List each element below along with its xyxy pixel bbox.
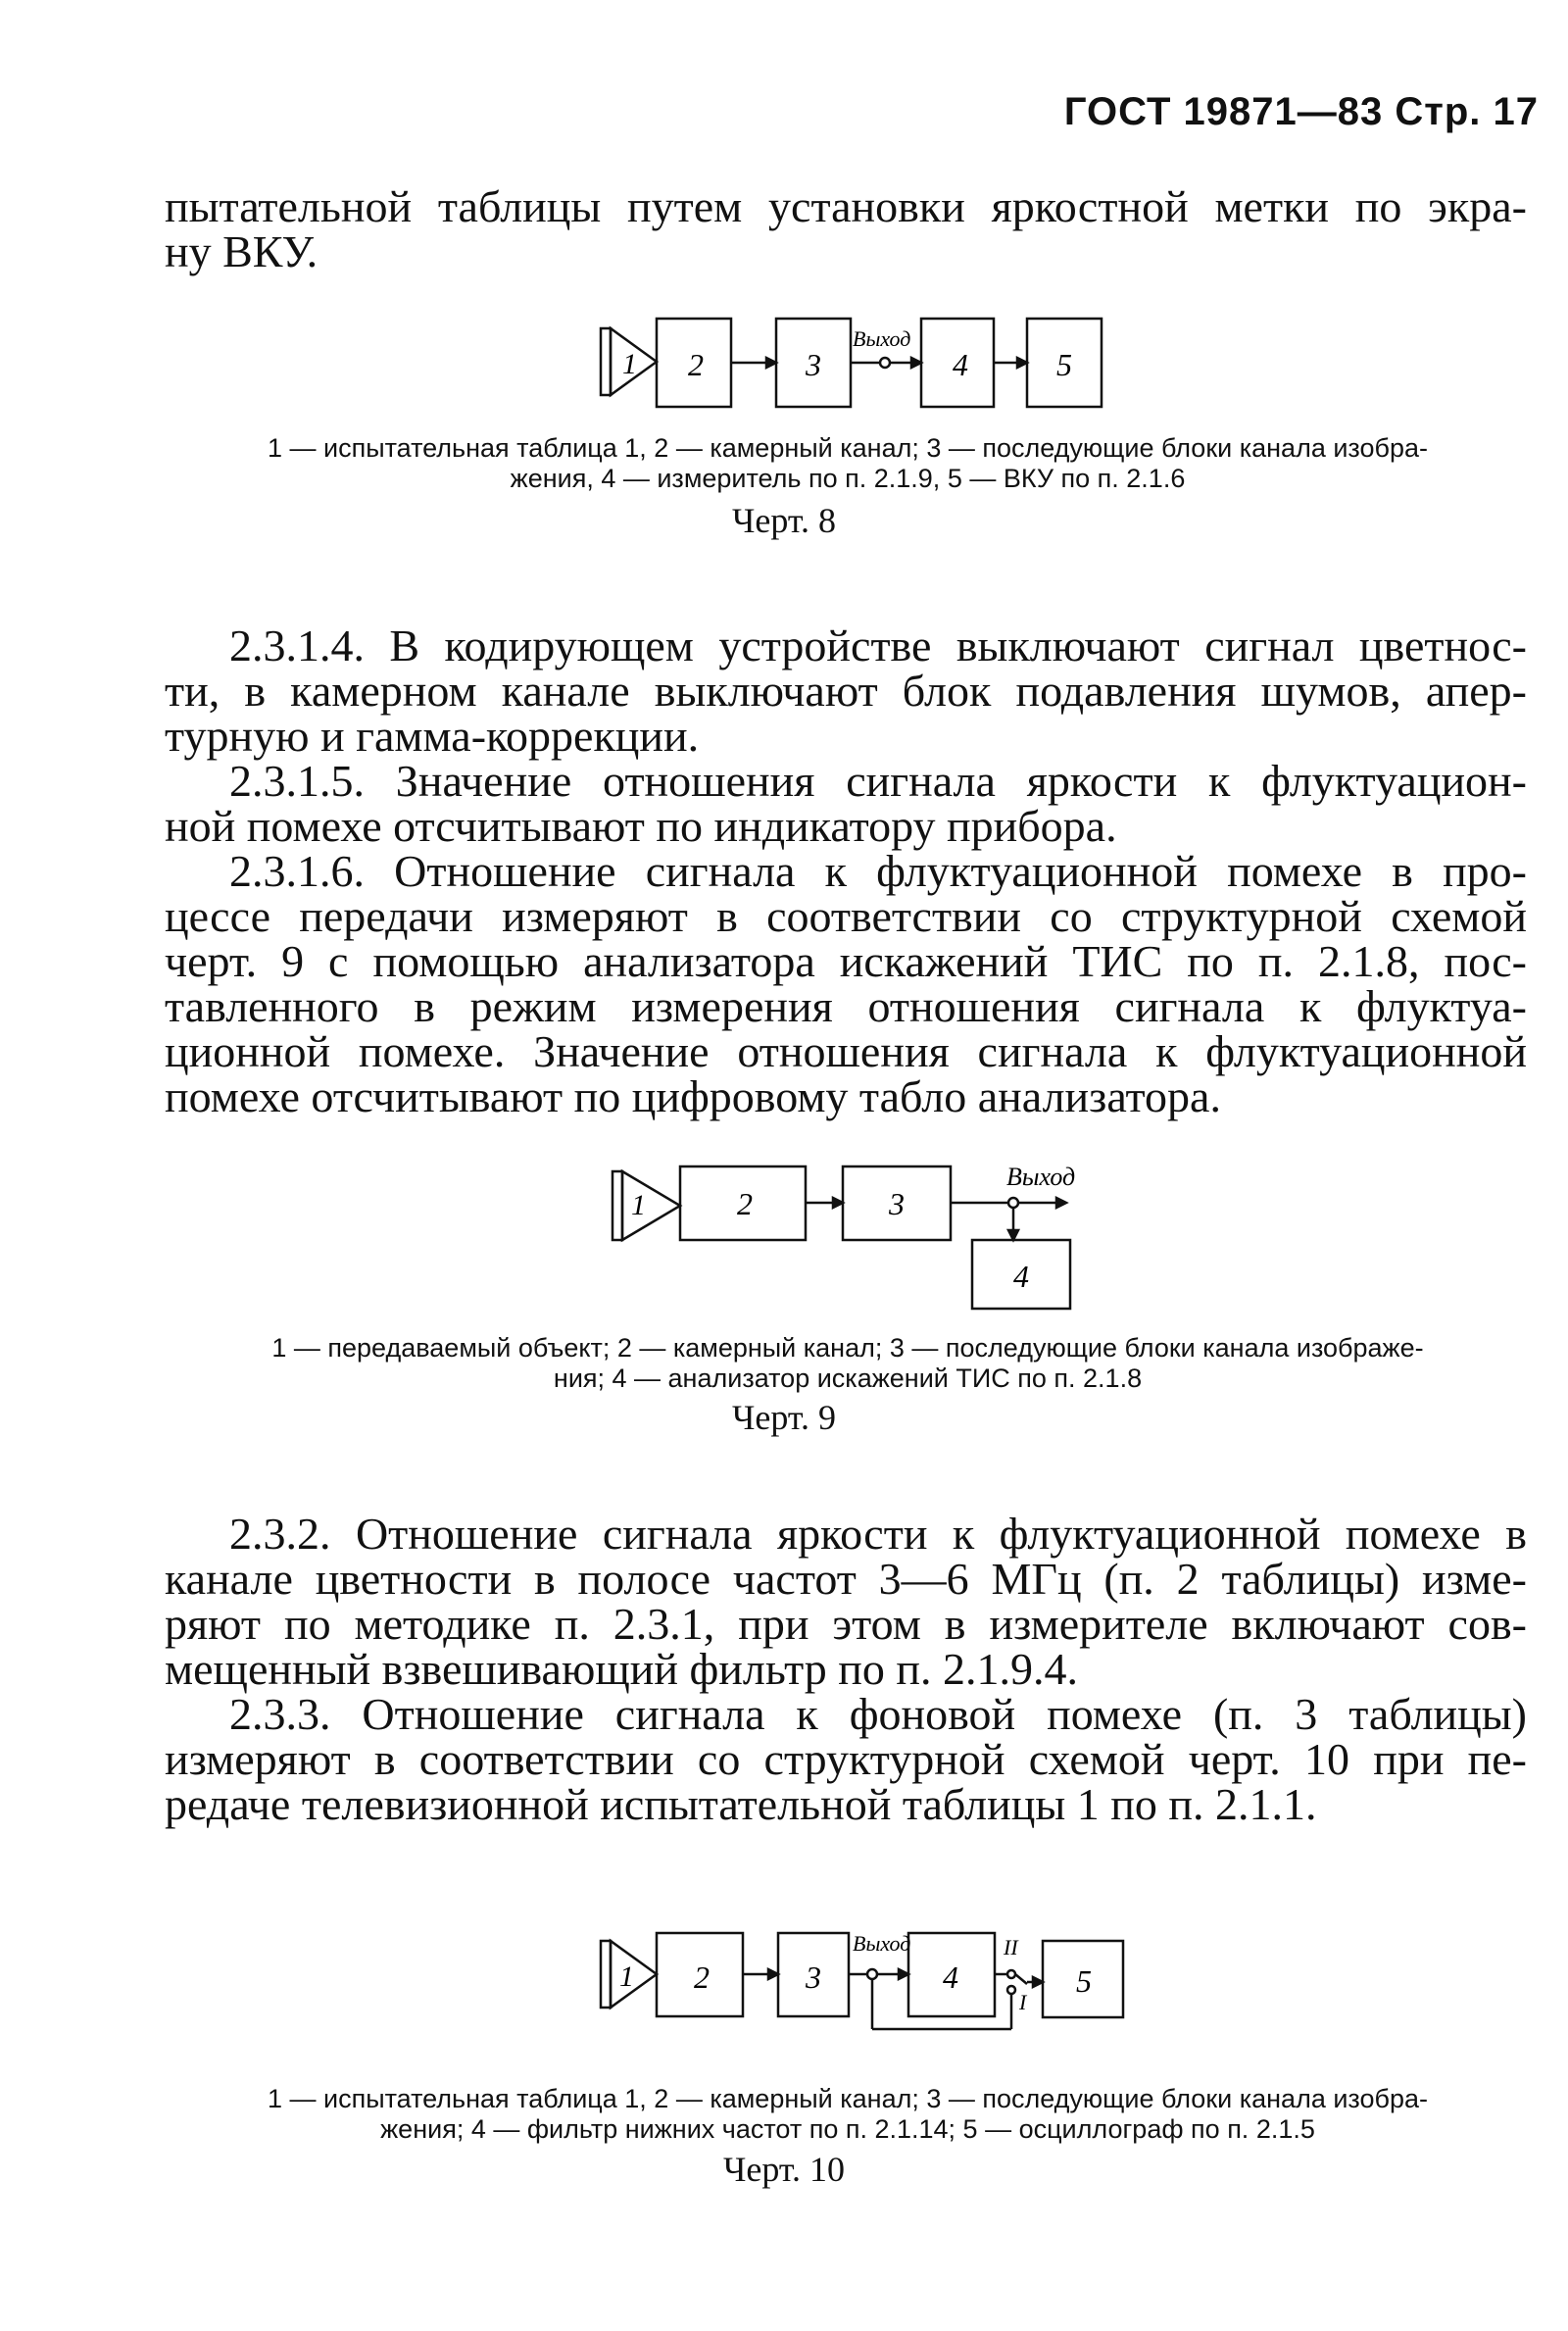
output-label: Выход: [853, 1931, 911, 1956]
block-2-label: 2: [737, 1186, 753, 1221]
paragraph-2-3-1-5: [165, 756, 1527, 851]
text-line: помехе отсчитывают по цифровому табло анализатора.: [165, 1071, 1221, 1121]
block-1-frame: [601, 1941, 611, 2008]
text-line: тавленного в режим измерения отношения сигнала к флуктуа-: [165, 981, 1527, 1031]
figure-9-diagram: [600, 1152, 1109, 1318]
block-2-label: 2: [694, 1959, 710, 1995]
figure-10-caption: [157, 2084, 1539, 2145]
output-node: [1008, 1198, 1018, 1208]
block-1-frame: [612, 1171, 622, 1240]
text-line: ряют по методике п. 2.3.1, при этом в измерителе включают сов-: [165, 1599, 1527, 1649]
block-1-label: 1: [622, 348, 637, 380]
text-line: ти, в камерном канале выключают блок подавления шумов, апер-: [165, 666, 1527, 716]
intro-paragraph: [165, 181, 1527, 276]
figure-9-caption: [157, 1333, 1539, 1394]
caption-line: 1 — испытательная таблица 1, 2 — камерный канал; 3 — последующие блоки канала изобра-: [267, 2084, 1429, 2113]
switch-label-I: I: [1019, 1990, 1027, 2014]
block-4-label: 4: [953, 347, 968, 382]
block-2-label: 2: [688, 347, 704, 382]
text-line: ной помехе отсчитывают по индикатору прибора.: [165, 801, 1117, 851]
switch-label-II: II: [1004, 1935, 1018, 1959]
text-line: измеряют в соответствии со структурной схемой черт. 10 при пе-: [165, 1734, 1527, 1784]
caption-line: 1 — передаваемый объект; 2 — камерный канал; 3 — последующие блоки канала изображе-: [271, 1333, 1424, 1363]
paragraph-2-3-1-6: [165, 846, 1527, 1121]
switch-lever: [1015, 1974, 1027, 1984]
block-1-frame: [601, 328, 611, 395]
block-3-label: 3: [806, 1959, 821, 1995]
block-1-label: 1: [631, 1189, 646, 1221]
text-line: турную и гамма-коррекции.: [165, 711, 700, 761]
figure-10-title: Черт. 10: [723, 2150, 845, 2189]
text-line: мещенный взвешивающий фильтр по п. 2.1.9.4.: [165, 1644, 1078, 1694]
page-header: ГОСТ 19871—83 Стр. 17: [1063, 90, 1539, 133]
text-line: ну ВКУ.: [165, 226, 318, 276]
text-line: 2.3.2. Отношение сигнала яркости к флуктуационной помехе в: [229, 1509, 1527, 1559]
switch-contact-II: [1007, 1970, 1015, 1978]
output-node: [867, 1969, 877, 1979]
figure-8-title: Черт. 8: [732, 501, 836, 540]
block-3-label: 3: [806, 347, 821, 382]
block-5-label: 5: [1056, 347, 1072, 382]
output-label: Выход: [1006, 1163, 1076, 1191]
text-line: цессе передачи измеряют в соответствии со структурной схемой: [165, 891, 1527, 941]
block-4-label: 4: [943, 1959, 958, 1995]
text-line: 2.3.1.6. Отношение сигнала к флуктуационной помехе в про-: [229, 846, 1527, 896]
caption-line: 1 — испытательная таблица 1, 2 — камерный канал; 3 — последующие блоки канала изобра-: [267, 433, 1429, 463]
text-line: 2.3.1.5. Значение отношения сигнала яркости к флуктуацион-: [229, 756, 1527, 806]
block-4-label: 4: [1013, 1259, 1029, 1294]
caption-line: ния; 4 — анализатор искажений ТИС по п. 2.1.8: [553, 1364, 1143, 1393]
switch-contact-I: [1007, 1986, 1015, 1994]
caption-line: жения; 4 — фильтр нижних частот по п. 2.1.14; 5 — осциллограф по п. 2.1.5: [380, 2114, 1315, 2144]
figure-8-caption: [157, 433, 1539, 494]
text-line: черт. 9 с помощью анализатора искажений ТИС по п. 2.1.8, пос-: [165, 936, 1527, 986]
figure-9-title: Черт. 9: [732, 1398, 836, 1437]
text-line: редаче телевизионной испытательной таблицы 1 по п. 2.1.1.: [165, 1779, 1317, 1829]
block-3-label: 3: [889, 1186, 905, 1221]
text-line: 2.3.3. Отношение сигнала к фоновой помехе (п. 3 таблицы): [229, 1689, 1527, 1739]
block-1-label: 1: [619, 1960, 634, 1993]
caption-line: жения, 4 — измеритель по п. 2.1.9, 5 — ВКУ по п. 2.1.6: [510, 464, 1186, 493]
text-line: ционной помехе. Значение отношения сигнала к флуктуационной: [165, 1026, 1527, 1076]
text-line: пытательной таблицы путем установки яркостной метки по экра-: [165, 181, 1527, 231]
figure-10-diagram: [588, 1911, 1137, 2058]
figure-8-diagram: [588, 299, 1117, 417]
text-line: 2.3.1.4. В кодирующем устройстве выключают сигнал цветнос-: [229, 620, 1527, 670]
output-node: [880, 358, 890, 368]
paragraph-2-3-1-4: [165, 620, 1527, 761]
text-line: канале цветности в полосе частот 3—6 МГц (п. 2 таблицы) изме-: [165, 1554, 1527, 1604]
paragraph-2-3-3: [165, 1689, 1527, 1829]
paragraph-2-3-2: [165, 1509, 1527, 1694]
block-5-label: 5: [1076, 1963, 1092, 1999]
output-label: Выход: [853, 326, 911, 351]
